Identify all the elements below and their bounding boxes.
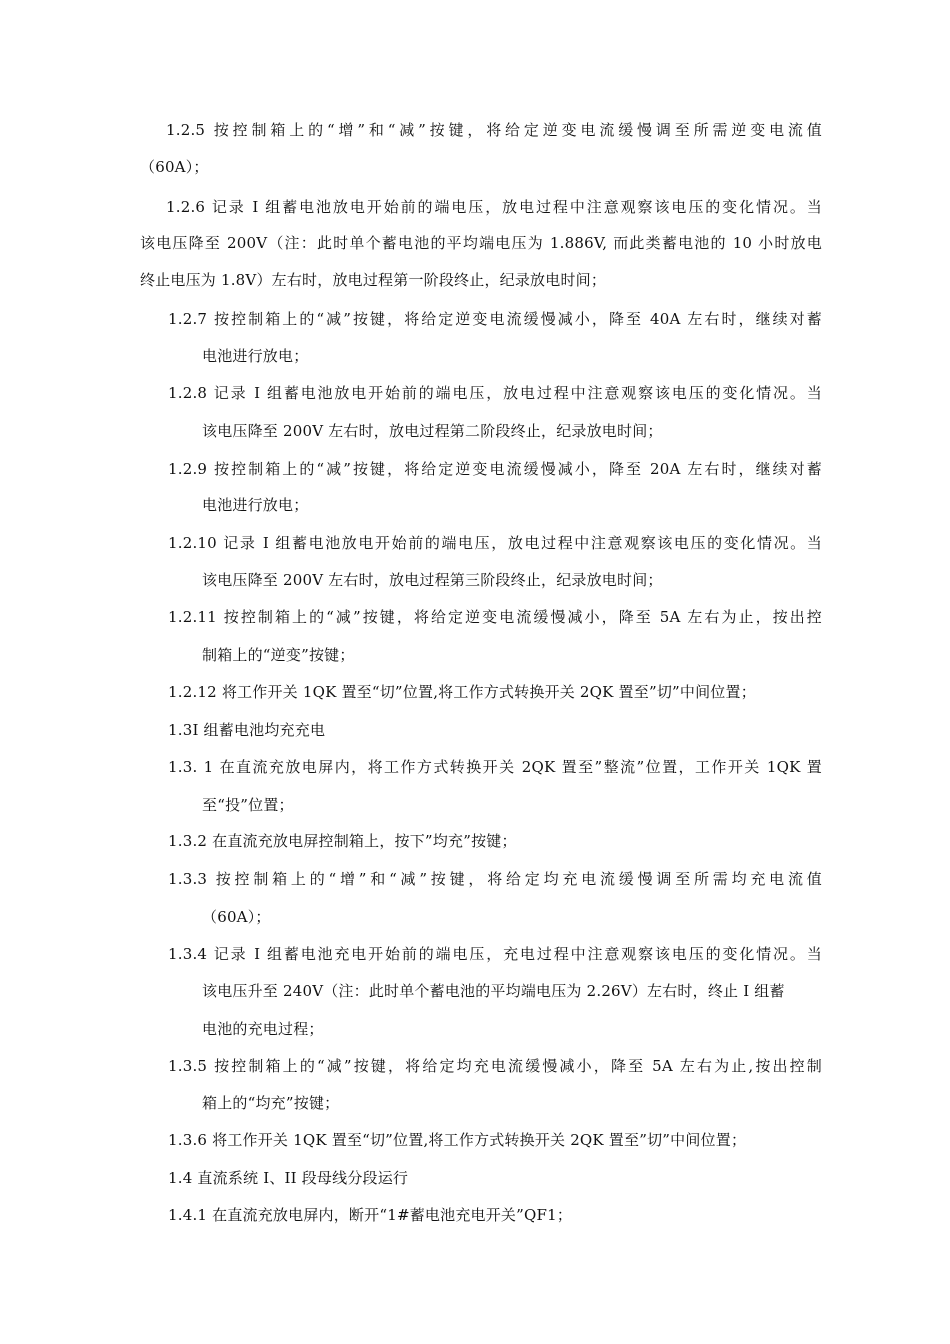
text-line-1-2-6-cont-b: 终止电压为 1.8V）左右时，放电过程第一阶段终止，纪录放电时间； — [140, 271, 607, 289]
text-line-1-2-6: 1.2.6 记录 I 组蓄电池放电开始前的端电压，放电过程中注意观察该电压的变化情况。当 — [166, 198, 822, 216]
text-line-1-2-8: 1.2.8 记录 I 组蓄电池放电开始前的端电压，放电过程中注意观察该电压的变化情况。当 — [168, 384, 822, 402]
text-line-1-2-10: 1.2.10 记录 I 组蓄电池放电开始前的端电压，放电过程中注意观察该电压的变化情况。当 — [168, 534, 822, 552]
section-heading-1-3: 1.3I 组蓄电池均充充电 — [168, 721, 326, 739]
text-line-1-3-4: 1.3.4 记录 I 组蓄电池充电开始前的端电压，充电过程中注意观察该电压的变化情况。当 — [168, 945, 822, 963]
text-line-1-2-6-cont-a: 该电压降至 200V（注：此时单个蓄电池的平均端电压为 1.886V, 而此类蓄电池的 10 小时放电 — [140, 234, 822, 252]
text-line-1-2-9-cont: 电池进行放电； — [202, 496, 309, 514]
text-line-1-3-2: 1.3.2 在直流充放电屏控制箱上，按下”均充”按键； — [168, 832, 517, 850]
text-line-1-3-3: 1.3.3 按控制箱上的“增”和“减”按键，将给定均充电流缓慢调至所需均充电流值 — [168, 870, 822, 888]
text-line-1-3-3-cont: （60A）； — [202, 908, 271, 926]
text-line-1-2-11: 1.2.11 按控制箱上的“减”按键，将给定逆变电流缓慢减小，降至 5A 左右为止，按出控 — [168, 608, 822, 626]
text-line-1-4-1: 1.4.1 在直流充放电屏内，断开“1#蓄电池充电开关”QF1； — [168, 1206, 573, 1224]
text-line-1-3-4-cont-b: 电池的充电过程； — [202, 1020, 324, 1038]
text-line-1-2-8-cont: 该电压降至 200V 左右时，放电过程第二阶段终止，纪录放电时间； — [202, 422, 663, 440]
text-line-1-2-10-cont: 该电压降至 200V 左右时，放电过程第三阶段终止，纪录放电时间； — [202, 571, 663, 589]
text-line-1-3-5: 1.3.5 按控制箱上的“减”按键，将给定均充电流缓慢减小，降至 5A 左右为止,按出控制 — [168, 1057, 822, 1075]
text-line-1-3-4-cont-a: 该电压升至 240V（注：此时单个蓄电池的平均端电压为 2.26V）左右时，终止 I 组蓄 — [202, 982, 785, 1000]
text-line-1-3-6: 1.3.6 将工作开关 1QK 置至“切”位置,将工作方式转换开关 2QK 置至”切”中间位置； — [168, 1131, 747, 1149]
text-line-1-2-7-cont: 电池进行放电； — [202, 347, 309, 365]
text-line-1-3-1: 1.3. 1 在直流充放电屏内，将工作方式转换开关 2QK 置至”整流”位置，工作开关 1QK 置 — [168, 758, 822, 776]
text-line-1-2-12: 1.2.12 将工作开关 1QK 置至“切”位置,将工作方式转换开关 2QK 置至”切”中间位置； — [168, 683, 756, 701]
text-line-1-2-5: 1.2.5 按控制箱上的“增”和“减”按键，将给定逆变电流缓慢调至所需逆变电流值 — [166, 121, 822, 139]
section-heading-1-4: 1.4 直流系统 I、II 段母线分段运行 — [168, 1169, 409, 1187]
text-line-1-3-1-cont: 至“投”位置； — [202, 796, 294, 814]
text-line-1-2-7: 1.2.7 按控制箱上的“减”按键，将给定逆变电流缓慢减小，降至 40A 左右时，继续对蓄 — [168, 310, 822, 328]
text-line-1-2-5-cont: （60A）； — [140, 158, 209, 176]
text-line-1-2-9: 1.2.9 按控制箱上的“减”按键，将给定逆变电流缓慢减小，降至 20A 左右时，继续对蓄 — [168, 460, 822, 478]
text-line-1-3-5-cont: 箱上的“均充”按键； — [202, 1094, 340, 1112]
text-line-1-2-11-cont: 制箱上的“逆变”按键； — [202, 646, 355, 664]
